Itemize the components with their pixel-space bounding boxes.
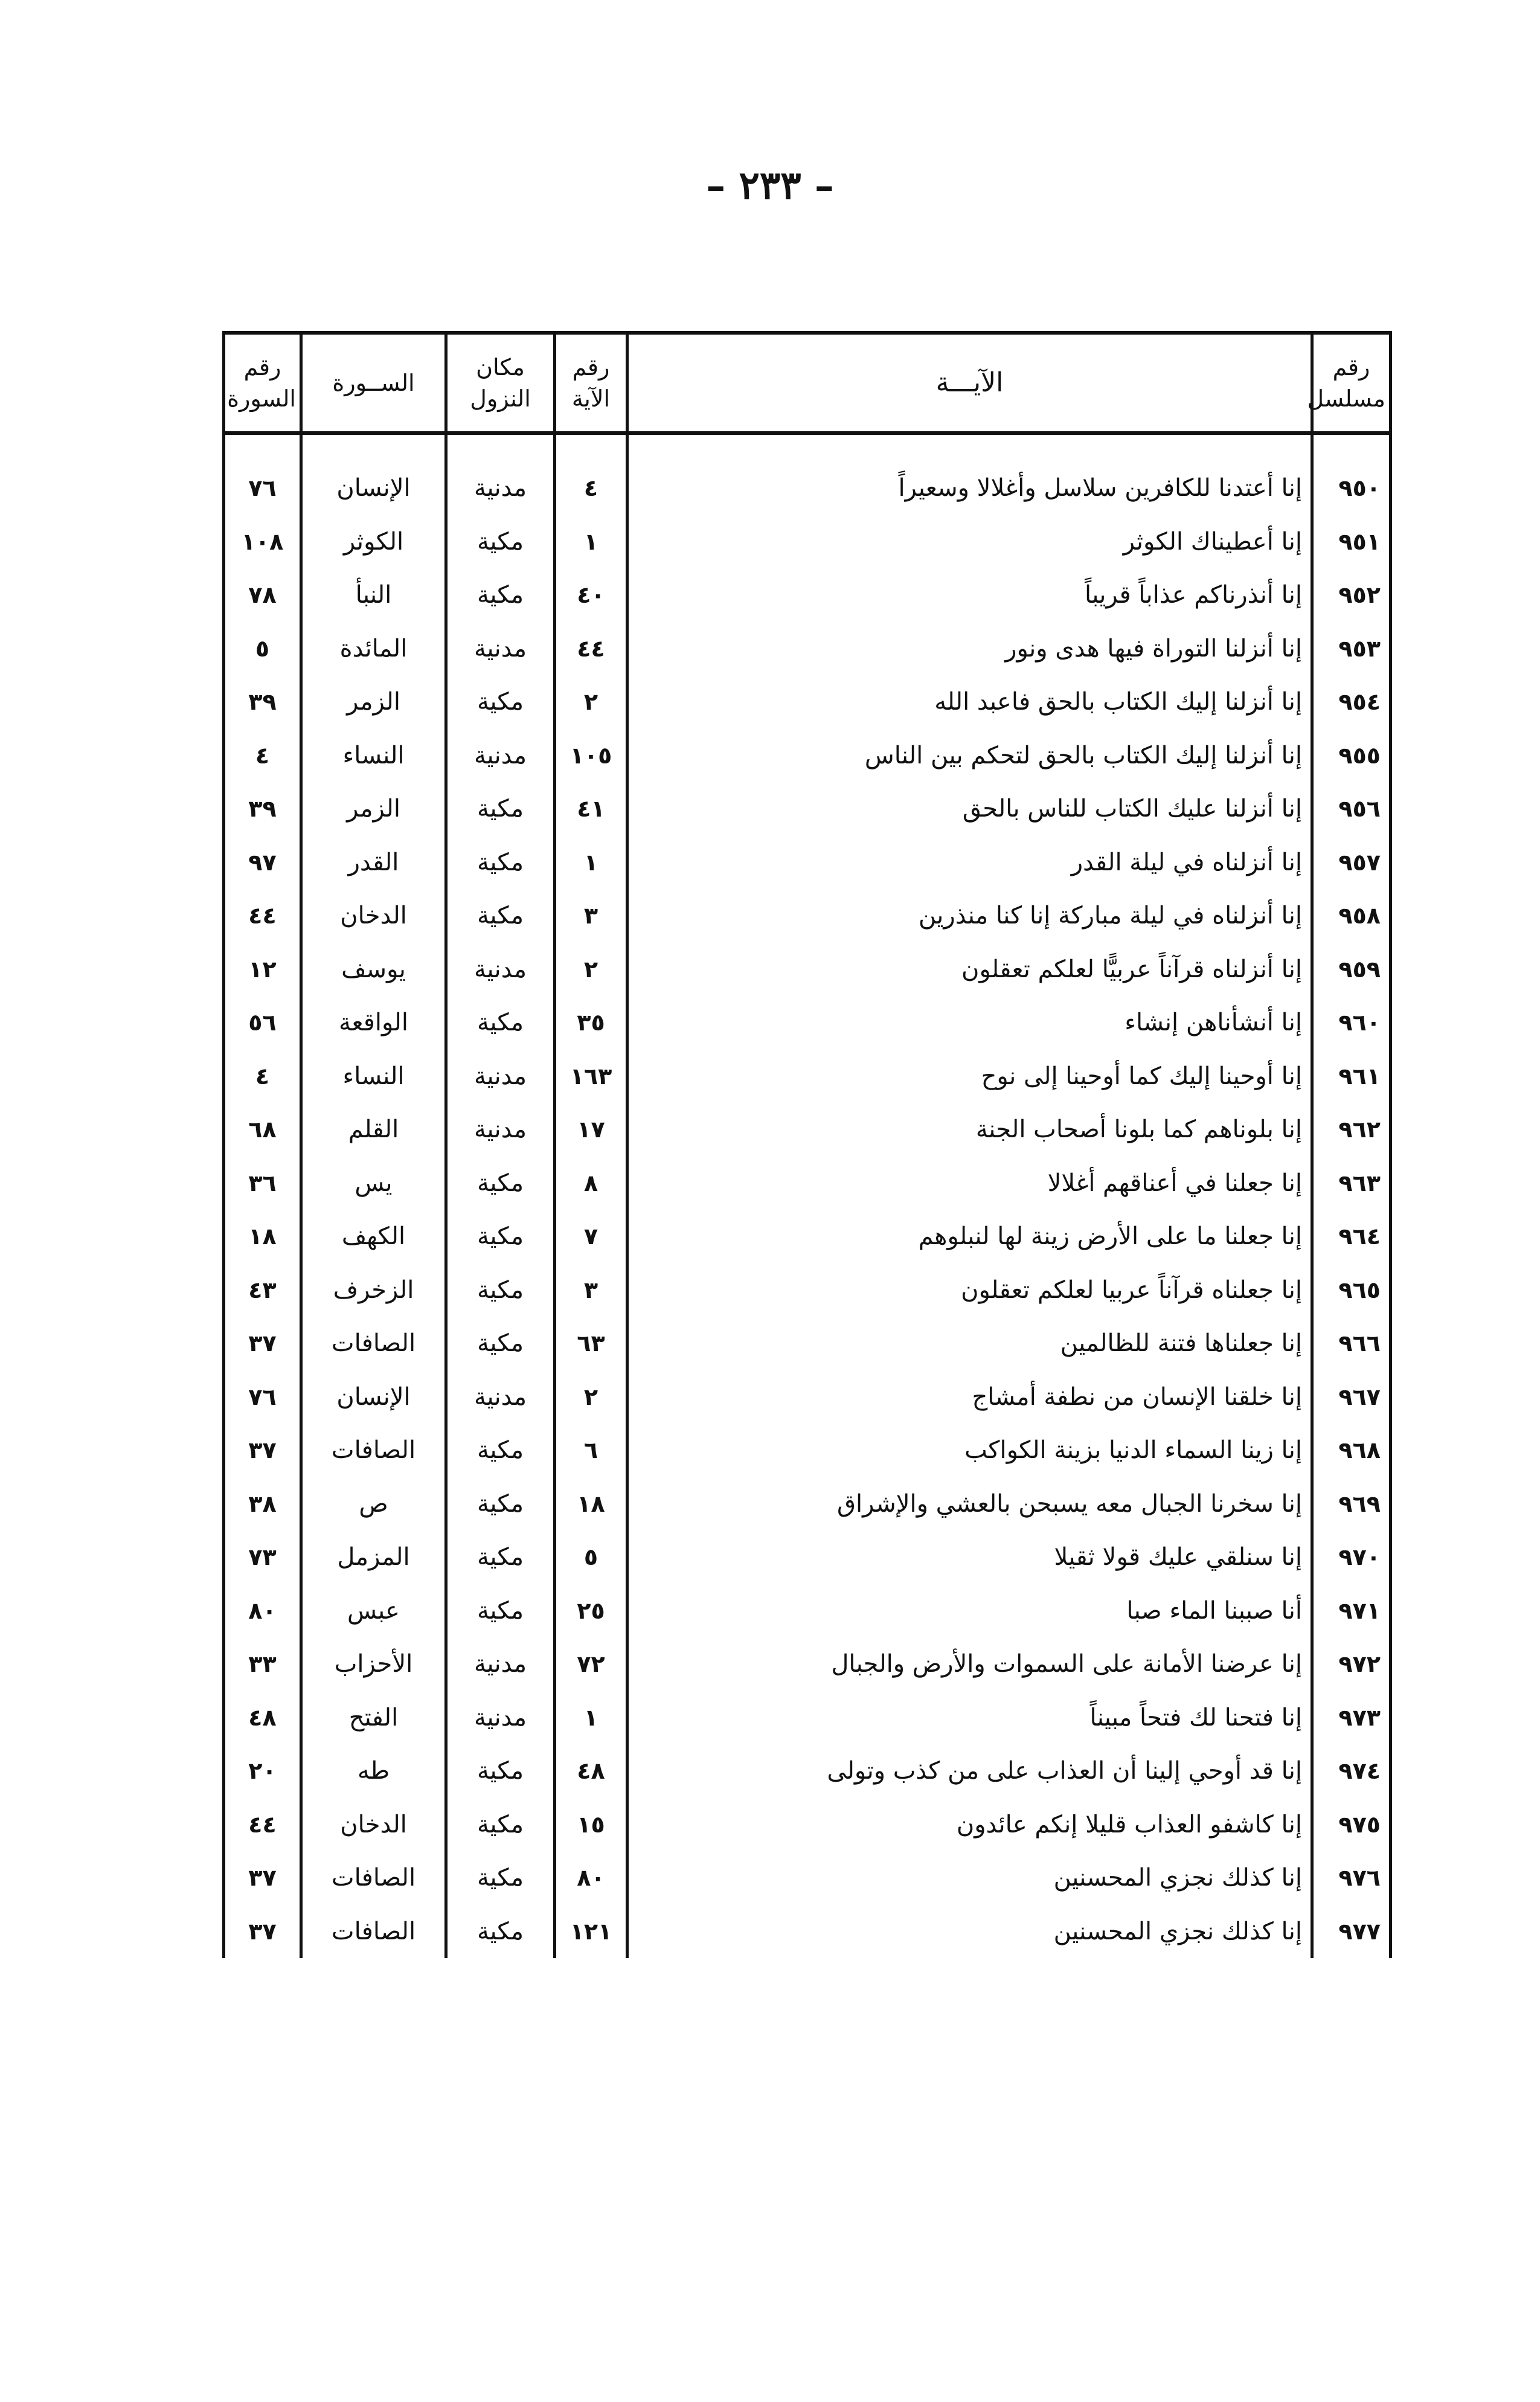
revelation-place-cell: مكية <box>446 1851 555 1905</box>
surah-number-cell: ١٢ <box>224 943 301 997</box>
revelation-place-cell: مكية <box>446 1317 555 1370</box>
verse-cell: إنا سخرنا الجبال معه يسبحن بالعشي والإشراق <box>627 1477 1312 1531</box>
serial-cell: ٩٧٢ <box>1312 1637 1391 1691</box>
verse-cell: إنا جعلناه قرآناً عربيا لعلكم تعقلون <box>627 1264 1312 1317</box>
table-row <box>224 1264 1391 1317</box>
ayah-number-cell: ٤٨ <box>555 1744 627 1798</box>
surah-number-cell: ٤٣ <box>224 1264 301 1317</box>
serial-cell: ٩٦٣ <box>1312 1157 1391 1210</box>
ayah-number-cell: ٢٥ <box>555 1584 627 1638</box>
surah-name-cell: النبأ <box>301 568 446 622</box>
surah-number-cell: ٣٩ <box>224 675 301 729</box>
table-spacer-row <box>224 433 1391 461</box>
verse-cell: إنا أنزلنا إليك الكتاب بالحق لتحكم بين الناس <box>627 729 1312 783</box>
serial-cell: ٩٥٧ <box>1312 836 1391 890</box>
ayah-number-cell: ١٦٣ <box>555 1050 627 1103</box>
surah-number-cell: ٤٤ <box>224 889 301 943</box>
table-row <box>224 996 1391 1050</box>
revelation-place-cell: مدنية <box>446 729 555 783</box>
verse-index-table <box>222 331 1392 1958</box>
table-row <box>224 1851 1391 1905</box>
ayah-number-cell: ٦٣ <box>555 1317 627 1370</box>
serial-cell: ٩٧٥ <box>1312 1798 1391 1852</box>
ayah-number-cell: ١٥ <box>555 1798 627 1852</box>
surah-name-cell: الإنسان <box>301 461 446 515</box>
surah-name-cell: الدخان <box>301 889 446 943</box>
serial-cell: ٩٦٥ <box>1312 1264 1391 1317</box>
table-row <box>224 461 1391 515</box>
surah-name-cell: المائدة <box>301 622 446 676</box>
ayah-number-cell: ٤١ <box>555 782 627 836</box>
surah-number-cell: ٢٠ <box>224 1744 301 1798</box>
surah-number-cell: ٣٧ <box>224 1851 301 1905</box>
revelation-place-cell: مكية <box>446 996 555 1050</box>
surah-number-cell: ٧٦ <box>224 461 301 515</box>
serial-cell: ٩٥٦ <box>1312 782 1391 836</box>
serial-cell: ٩٧٠ <box>1312 1530 1391 1584</box>
surah-name-cell: الدخان <box>301 1798 446 1852</box>
revelation-place-cell: مكية <box>446 515 555 569</box>
ayah-number-cell: ٢ <box>555 1370 627 1424</box>
surah-number-cell: ٣٩ <box>224 782 301 836</box>
surah-name-cell: الزمر <box>301 782 446 836</box>
table-row <box>224 1691 1391 1745</box>
verse-cell: إنا أنذرناكم عذاباً قريباً <box>627 568 1312 622</box>
serial-cell: ٩٥٩ <box>1312 943 1391 997</box>
serial-cell: ٩٧٦ <box>1312 1851 1391 1905</box>
ayah-number-cell: ١٨ <box>555 1477 627 1531</box>
surah-name-cell: الكهف <box>301 1210 446 1264</box>
table-row <box>224 943 1391 997</box>
surah-name-cell: يوسف <box>301 943 446 997</box>
table-row <box>224 1637 1391 1691</box>
surah-name-cell: الزخرف <box>301 1264 446 1317</box>
revelation-place-cell: مكية <box>446 1157 555 1210</box>
table-row <box>224 1157 1391 1210</box>
revelation-place-cell: مدنية <box>446 1103 555 1157</box>
verse-cell: إنا أنزلنا عليك الكتاب للناس بالحق <box>627 782 1312 836</box>
ayah-number-cell: ١٧ <box>555 1103 627 1157</box>
surah-name-cell: الأحزاب <box>301 1637 446 1691</box>
verse-cell: إنا جعلنا في أعناقهم أغلالا <box>627 1157 1312 1210</box>
verse-cell: إنا كاشفو العذاب قليلا إنكم عائدون <box>627 1798 1312 1852</box>
surah-number-cell: ٣٦ <box>224 1157 301 1210</box>
surah-name-cell: الإنسان <box>301 1370 446 1424</box>
table-row <box>224 1050 1391 1103</box>
verse-cell: إنا أوحينا إليك كما أوحينا إلى نوح <box>627 1050 1312 1103</box>
serial-cell: ٩٥٨ <box>1312 889 1391 943</box>
surah-number-cell: ٧٣ <box>224 1530 301 1584</box>
ayah-number-cell: ٥ <box>555 1530 627 1584</box>
ayah-number-cell: ٨ <box>555 1157 627 1210</box>
serial-cell: ٩٦٧ <box>1312 1370 1391 1424</box>
ayah-number-cell: ٣٥ <box>555 996 627 1050</box>
verse-cell: إنا أنشأناهن إنشاء <box>627 996 1312 1050</box>
surah-number-cell: ٣٧ <box>224 1424 301 1477</box>
surah-number-cell: ٣٣ <box>224 1637 301 1691</box>
surah-number-cell: ٩٧ <box>224 836 301 890</box>
verse-cell: إنا قد أوحي إلينا أن العذاب على من كذب وتولى <box>627 1744 1312 1798</box>
table-body <box>224 433 1391 1958</box>
verse-cell: إنا بلوناهم كما بلونا أصحاب الجنة <box>627 1103 1312 1157</box>
serial-cell: ٩٧١ <box>1312 1584 1391 1638</box>
surah-name-cell: الفتح <box>301 1691 446 1745</box>
verse-cell: إنا جعلناها فتنة للظالمين <box>627 1317 1312 1370</box>
table-row <box>224 889 1391 943</box>
surah-number-cell: ٧٦ <box>224 1370 301 1424</box>
ayah-number-cell: ٧ <box>555 1210 627 1264</box>
table-row <box>224 1530 1391 1584</box>
verse-cell: إنا كذلك نجزي المحسنين <box>627 1851 1312 1905</box>
surah-number-cell: ٤ <box>224 1050 301 1103</box>
surah-name-cell: القدر <box>301 836 446 890</box>
table-row <box>224 1103 1391 1157</box>
revelation-place-cell: مكية <box>446 675 555 729</box>
header-surah: الســورة <box>301 333 446 433</box>
serial-cell: ٩٦٩ <box>1312 1477 1391 1531</box>
surah-number-cell: ٣٨ <box>224 1477 301 1531</box>
ayah-number-cell: ١٠٥ <box>555 729 627 783</box>
surah-number-cell: ٦٨ <box>224 1103 301 1157</box>
verse-cell: إنا أعطيناك الكوثر <box>627 515 1312 569</box>
header-serial: رقم مسلسل <box>1312 333 1391 433</box>
surah-name-cell: الصافات <box>301 1424 446 1477</box>
serial-cell: ٩٥٠ <box>1312 461 1391 515</box>
surah-name-cell: المزمل <box>301 1530 446 1584</box>
revelation-place-cell: مكية <box>446 782 555 836</box>
ayah-number-cell: ٧٢ <box>555 1637 627 1691</box>
surah-number-cell: ٨٠ <box>224 1584 301 1638</box>
surah-name-cell: الزمر <box>301 675 446 729</box>
surah-number-cell: ١٠٨ <box>224 515 301 569</box>
verse-cell: إنا أنزلناه قرآناً عربيًّا لعلكم تعقلون <box>627 943 1312 997</box>
verse-cell: إنا خلقنا الإنسان من نطفة أمشاج <box>627 1370 1312 1424</box>
verse-cell: إنا أعتدنا للكافرين سلاسل وأغلالا وسعيراً <box>627 461 1312 515</box>
surah-name-cell: النساء <box>301 729 446 783</box>
serial-cell: ٩٥٣ <box>1312 622 1391 676</box>
table-row <box>224 1424 1391 1477</box>
serial-cell: ٩٧٣ <box>1312 1691 1391 1745</box>
serial-cell: ٩٦٨ <box>1312 1424 1391 1477</box>
table-row <box>224 1370 1391 1424</box>
surah-number-cell: ٤٨ <box>224 1691 301 1745</box>
revelation-place-cell: مكية <box>446 1210 555 1264</box>
surah-name-cell: القلم <box>301 1103 446 1157</box>
ayah-number-cell: ١٢١ <box>555 1905 627 1959</box>
revelation-place-cell: مكية <box>446 1584 555 1638</box>
verse-cell: إنا أنزلنا التوراة فيها هدى ونور <box>627 622 1312 676</box>
serial-cell: ٩٥٢ <box>1312 568 1391 622</box>
table-header-row <box>224 333 1391 433</box>
ayah-number-cell: ٢ <box>555 943 627 997</box>
surah-name-cell: الصافات <box>301 1905 446 1959</box>
table-row <box>224 568 1391 622</box>
ayah-number-cell: ٣ <box>555 889 627 943</box>
serial-cell: ٩٦٦ <box>1312 1317 1391 1370</box>
surah-name-cell: عبس <box>301 1584 446 1638</box>
table-row <box>224 675 1391 729</box>
serial-cell: ٩٦٠ <box>1312 996 1391 1050</box>
header-revelation-place: مكان النزول <box>446 333 555 433</box>
surah-name-cell: الصافات <box>301 1317 446 1370</box>
verse-cell: إنا كذلك نجزي المحسنين <box>627 1905 1312 1959</box>
surah-name-cell: يس <box>301 1157 446 1210</box>
revelation-place-cell: مكية <box>446 568 555 622</box>
surah-number-cell: ٧٨ <box>224 568 301 622</box>
verse-cell: إنا أنزلناه في ليلة القدر <box>627 836 1312 890</box>
table-row <box>224 1744 1391 1798</box>
header-ayah-number: رقم الآية <box>555 333 627 433</box>
surah-number-cell: ٤٤ <box>224 1798 301 1852</box>
surah-number-cell: ٥٦ <box>224 996 301 1050</box>
serial-cell: ٩٦١ <box>1312 1050 1391 1103</box>
ayah-number-cell: ١ <box>555 515 627 569</box>
serial-cell: ٩٥١ <box>1312 515 1391 569</box>
table-row <box>224 782 1391 836</box>
serial-cell: ٩٥٤ <box>1312 675 1391 729</box>
revelation-place-cell: مكية <box>446 889 555 943</box>
verse-cell: أنا صببنا الماء صبا <box>627 1584 1312 1638</box>
ayah-number-cell: ٣ <box>555 1264 627 1317</box>
ayah-number-cell: ٦ <box>555 1424 627 1477</box>
verse-cell: إنا أنزلناه في ليلة مباركة إنا كنا منذرين <box>627 889 1312 943</box>
surah-name-cell: الواقعة <box>301 996 446 1050</box>
surah-name-cell: الكوثر <box>301 515 446 569</box>
revelation-place-cell: مدنية <box>446 622 555 676</box>
table-row <box>224 1798 1391 1852</box>
revelation-place-cell: مكية <box>446 1905 555 1959</box>
revelation-place-cell: مكية <box>446 1798 555 1852</box>
surah-number-cell: ٥ <box>224 622 301 676</box>
revelation-place-cell: مدنية <box>446 1691 555 1745</box>
revelation-place-cell: مدنية <box>446 1637 555 1691</box>
ayah-number-cell: ٢ <box>555 675 627 729</box>
serial-cell: ٩٧٤ <box>1312 1744 1391 1798</box>
table-row <box>224 1477 1391 1531</box>
surah-name-cell: الصافات <box>301 1851 446 1905</box>
surah-number-cell: ٣٧ <box>224 1905 301 1959</box>
table-row <box>224 1584 1391 1638</box>
ayah-number-cell: ٨٠ <box>555 1851 627 1905</box>
serial-cell: ٩٥٥ <box>1312 729 1391 783</box>
table-row <box>224 1905 1391 1959</box>
revelation-place-cell: مدنية <box>446 461 555 515</box>
verse-cell: إنا جعلنا ما على الأرض زينة لها لنبلوهم <box>627 1210 1312 1264</box>
surah-number-cell: ٤ <box>224 729 301 783</box>
surah-name-cell: طه <box>301 1744 446 1798</box>
page-number: – ٢٣٣ – <box>706 163 834 208</box>
ayah-number-cell: ٤٤ <box>555 622 627 676</box>
header-surah-number: رقم السورة <box>224 333 301 433</box>
serial-cell: ٩٦٢ <box>1312 1103 1391 1157</box>
revelation-place-cell: مكية <box>446 1744 555 1798</box>
table-row <box>224 1317 1391 1370</box>
verse-cell: إنا زينا السماء الدنيا بزينة الكواكب <box>627 1424 1312 1477</box>
ayah-number-cell: ٤ <box>555 461 627 515</box>
ayah-number-cell: ١ <box>555 1691 627 1745</box>
revelation-place-cell: مكية <box>446 836 555 890</box>
table-row <box>224 836 1391 890</box>
revelation-place-cell: مكية <box>446 1530 555 1584</box>
serial-cell: ٩٦٤ <box>1312 1210 1391 1264</box>
ayah-number-cell: ٤٠ <box>555 568 627 622</box>
header-verse: الآيـــة <box>627 333 1312 433</box>
revelation-place-cell: مكية <box>446 1477 555 1531</box>
surah-number-cell: ٣٧ <box>224 1317 301 1370</box>
surah-name-cell: ص <box>301 1477 446 1531</box>
ayah-number-cell: ١ <box>555 836 627 890</box>
verse-cell: إنا سنلقي عليك قولا ثقيلا <box>627 1530 1312 1584</box>
revelation-place-cell: مدنية <box>446 1050 555 1103</box>
verse-cell: إنا فتحنا لك فتحاً مبيناً <box>627 1691 1312 1745</box>
verse-cell: إنا أنزلنا إليك الكتاب بالحق فاعبد الله <box>627 675 1312 729</box>
surah-name-cell: النساء <box>301 1050 446 1103</box>
revelation-place-cell: مكية <box>446 1424 555 1477</box>
table-row <box>224 729 1391 783</box>
table-row <box>224 515 1391 569</box>
verse-cell: إنا عرضنا الأمانة على السموات والأرض والجبال <box>627 1637 1312 1691</box>
revelation-place-cell: مكية <box>446 1264 555 1317</box>
serial-cell: ٩٧٧ <box>1312 1905 1391 1959</box>
table-row <box>224 622 1391 676</box>
revelation-place-cell: مدنية <box>446 1370 555 1424</box>
revelation-place-cell: مدنية <box>446 943 555 997</box>
surah-number-cell: ١٨ <box>224 1210 301 1264</box>
table-row <box>224 1210 1391 1264</box>
